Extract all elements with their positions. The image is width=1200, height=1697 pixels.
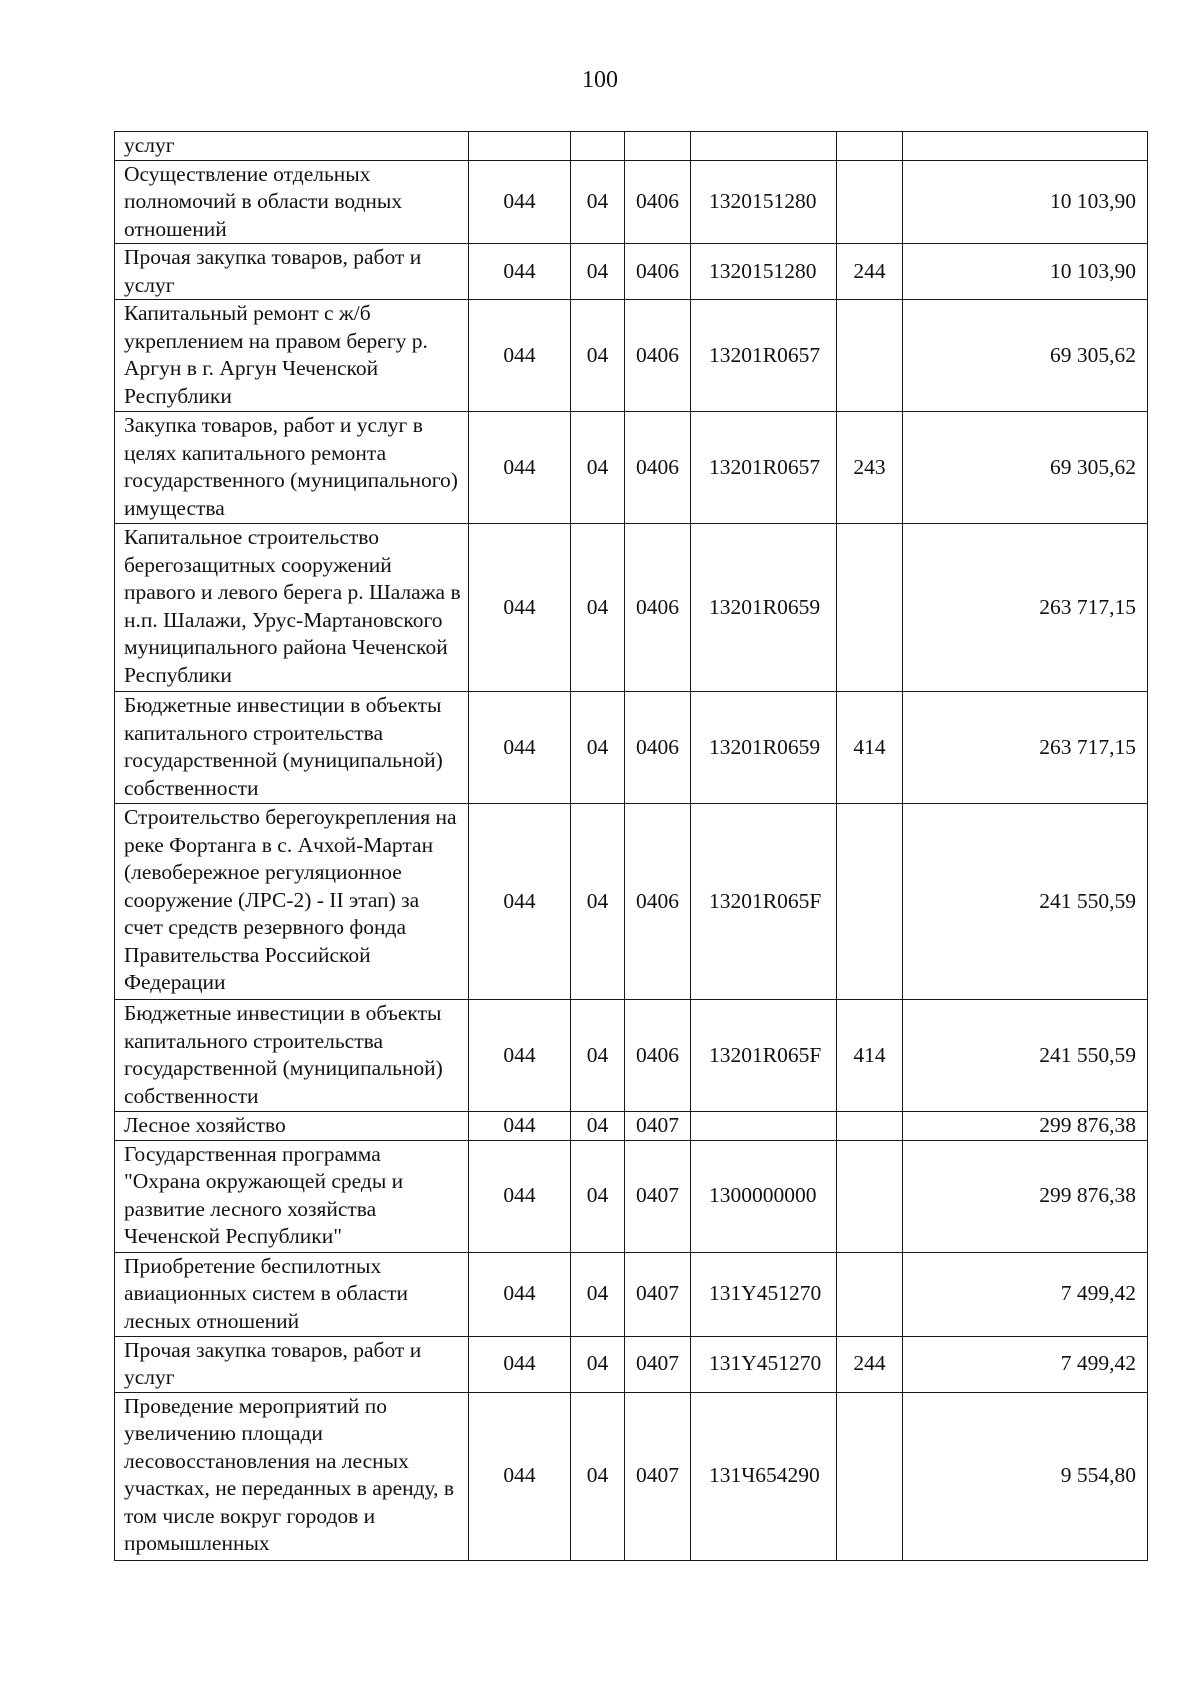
cell-pr: 0407 xyxy=(625,1336,691,1392)
table-row xyxy=(115,300,1148,412)
cell-csr: 1300000000 xyxy=(691,1140,837,1252)
cell-amount: 263 717,15 xyxy=(903,524,1148,692)
cell-name: услуг xyxy=(115,132,469,161)
cell-pr: 0407 xyxy=(625,1392,691,1560)
cell-name: Осуществление отдельных полномочий в области водных отношений xyxy=(115,160,469,244)
budget-table-body xyxy=(115,132,1148,1561)
cell-vr xyxy=(837,132,903,161)
cell-vr xyxy=(837,524,903,692)
cell-grbs: 044 xyxy=(469,160,571,244)
cell-rz: 04 xyxy=(571,412,625,524)
cell-pr: 0406 xyxy=(625,692,691,804)
cell-vr: 414 xyxy=(837,692,903,804)
cell-rz: 04 xyxy=(571,300,625,412)
cell-vr xyxy=(837,300,903,412)
cell-name: Лесное хозяйство xyxy=(115,1112,469,1141)
cell-rz: 04 xyxy=(571,1112,625,1141)
table-row xyxy=(115,1336,1148,1392)
cell-grbs: 044 xyxy=(469,524,571,692)
cell-rz: 04 xyxy=(571,160,625,244)
cell-pr: 0407 xyxy=(625,1252,691,1336)
table-row xyxy=(115,1392,1148,1560)
cell-csr: 13201R0657 xyxy=(691,300,837,412)
table-row xyxy=(115,692,1148,804)
cell-rz xyxy=(571,132,625,161)
cell-pr: 0406 xyxy=(625,804,691,1000)
cell-rz: 04 xyxy=(571,1140,625,1252)
cell-vr xyxy=(837,1392,903,1560)
table-row xyxy=(115,132,1148,161)
cell-grbs: 044 xyxy=(469,1252,571,1336)
cell-grbs: 044 xyxy=(469,244,571,300)
cell-pr: 0406 xyxy=(625,524,691,692)
cell-pr: 0406 xyxy=(625,160,691,244)
table-row xyxy=(115,524,1148,692)
cell-csr: 13201R0659 xyxy=(691,692,837,804)
cell-pr: 0406 xyxy=(625,412,691,524)
budget-table xyxy=(114,131,1148,1561)
cell-name: Приобретение беспилотных авиационных систем в области лесных отношений xyxy=(115,1252,469,1336)
cell-csr xyxy=(691,1112,837,1141)
cell-name: Бюджетные инвестиции в объекты капитального строительства государственной (муниципальной) собственности xyxy=(115,692,469,804)
cell-grbs: 044 xyxy=(469,804,571,1000)
cell-vr xyxy=(837,1112,903,1141)
cell-name: Капитальное строительство берегозащитных сооружений правого и левого берега р. Шалажа в н.п. Шалажи, Урус-Мартановского муниципального района Чеченской Республики xyxy=(115,524,469,692)
cell-csr: 1320151280 xyxy=(691,244,837,300)
cell-amount: 241 550,59 xyxy=(903,1000,1148,1112)
cell-name: Капитальный ремонт с ж/б укреплением на правом берегу р. Аргун в г. Аргун Чеченской Республики xyxy=(115,300,469,412)
table-row xyxy=(115,1140,1148,1252)
cell-pr: 0406 xyxy=(625,244,691,300)
cell-csr xyxy=(691,132,837,161)
cell-vr: 243 xyxy=(837,412,903,524)
page-number: 100 xyxy=(582,67,618,93)
cell-amount: 9 554,80 xyxy=(903,1392,1148,1560)
cell-amount: 7 499,42 xyxy=(903,1336,1148,1392)
cell-vr xyxy=(837,1140,903,1252)
cell-csr: 131Y451270 xyxy=(691,1252,837,1336)
cell-rz: 04 xyxy=(571,1252,625,1336)
cell-amount: 69 305,62 xyxy=(903,300,1148,412)
cell-vr: 414 xyxy=(837,1000,903,1112)
cell-csr: 13201R0659 xyxy=(691,524,837,692)
cell-amount: 10 103,90 xyxy=(903,160,1148,244)
cell-amount: 7 499,42 xyxy=(903,1252,1148,1336)
cell-vr: 244 xyxy=(837,244,903,300)
cell-name: Проведение мероприятий по увеличению площади лесовосстановления на лесных участках, не переданных в аренду, в том числе вокруг городов и промышленных xyxy=(115,1392,469,1560)
cell-grbs: 044 xyxy=(469,692,571,804)
cell-rz: 04 xyxy=(571,1336,625,1392)
cell-vr xyxy=(837,804,903,1000)
cell-pr: 0407 xyxy=(625,1112,691,1141)
cell-csr: 13201R0657 xyxy=(691,412,837,524)
cell-name: Государственная программа "Охрана окружающей среды и развитие лесного хозяйства Чеченской Республики" xyxy=(115,1140,469,1252)
cell-grbs: 044 xyxy=(469,1112,571,1141)
cell-amount: 299 876,38 xyxy=(903,1140,1148,1252)
cell-amount: 10 103,90 xyxy=(903,244,1148,300)
cell-rz: 04 xyxy=(571,244,625,300)
cell-grbs: 044 xyxy=(469,1000,571,1112)
cell-name: Закупка товаров, работ и услуг в целях капитального ремонта государственного (муниципального) имущества xyxy=(115,412,469,524)
cell-name: Строительство берегоукрепления на реке Фортанга в с. Ачхой-Мартан (левобережное регуляционное сооружение (ЛРС-2) - II этап) за счет средств резервного фонда Правительства Российской Федерации xyxy=(115,804,469,1000)
cell-pr: 0407 xyxy=(625,1140,691,1252)
cell-amount: 241 550,59 xyxy=(903,804,1148,1000)
cell-pr xyxy=(625,132,691,161)
cell-csr: 131Ч654290 xyxy=(691,1392,837,1560)
cell-amount xyxy=(903,132,1148,161)
cell-grbs xyxy=(469,132,571,161)
table-row xyxy=(115,804,1148,1000)
cell-rz: 04 xyxy=(571,692,625,804)
cell-amount: 263 717,15 xyxy=(903,692,1148,804)
cell-vr xyxy=(837,1252,903,1336)
cell-grbs: 044 xyxy=(469,412,571,524)
cell-name: Прочая закупка товаров, работ и услуг xyxy=(115,1336,469,1392)
cell-pr: 0406 xyxy=(625,300,691,412)
cell-rz: 04 xyxy=(571,804,625,1000)
cell-csr: 131Y451270 xyxy=(691,1336,837,1392)
cell-grbs: 044 xyxy=(469,1336,571,1392)
cell-name: Бюджетные инвестиции в объекты капитального строительства государственной (муниципальной) собственности xyxy=(115,1000,469,1112)
table-row xyxy=(115,1252,1148,1336)
cell-csr: 13201R065F xyxy=(691,1000,837,1112)
table-row xyxy=(115,1112,1148,1141)
cell-vr xyxy=(837,160,903,244)
cell-rz: 04 xyxy=(571,524,625,692)
table-row xyxy=(115,1000,1148,1112)
table-row xyxy=(115,244,1148,300)
cell-grbs: 044 xyxy=(469,300,571,412)
cell-rz: 04 xyxy=(571,1392,625,1560)
cell-grbs: 044 xyxy=(469,1140,571,1252)
cell-csr: 13201R065F xyxy=(691,804,837,1000)
cell-amount: 69 305,62 xyxy=(903,412,1148,524)
table-row xyxy=(115,160,1148,244)
table-row xyxy=(115,412,1148,524)
cell-pr: 0406 xyxy=(625,1000,691,1112)
cell-amount: 299 876,38 xyxy=(903,1112,1148,1141)
cell-name: Прочая закупка товаров, работ и услуг xyxy=(115,244,469,300)
cell-csr: 1320151280 xyxy=(691,160,837,244)
cell-grbs: 044 xyxy=(469,1392,571,1560)
cell-rz: 04 xyxy=(571,1000,625,1112)
cell-vr: 244 xyxy=(837,1336,903,1392)
